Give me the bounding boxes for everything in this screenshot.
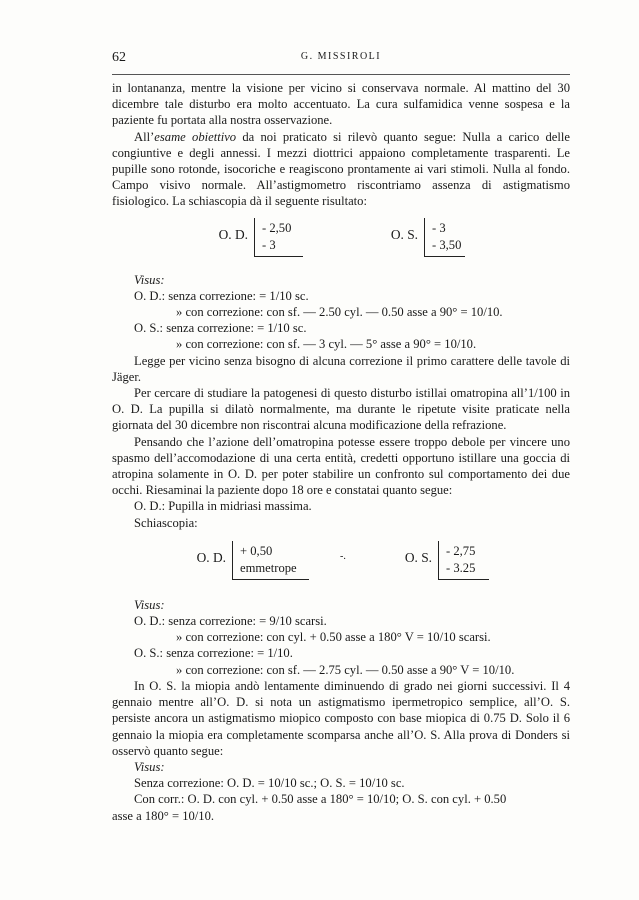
visus3-line-1: Senza correzione: O. D. = 10/10 sc.; O. S. = 10/10 sc. (134, 776, 405, 791)
formula1-od-bottom: - 3 (262, 237, 276, 252)
schiascopia-formula-1 (112, 220, 570, 262)
paragraph-1: in lontananza, mentre la visione per vicino si conservava normale. Al mattino del 30 dicembre tale disturbo era molto accentuato. La cura sulfamidica venne sospesa e la paziente fu portata alla nostra osservazione. (112, 81, 570, 128)
formula2-od-top: + 0,50 (240, 543, 273, 558)
paragraph-5: Pensando che l’azione dell’omatropina potesse essere troppo debole per vincere uno spasmo dell’accomodazione di una certa entità, credetti opportuno istillare una goccia di atropina solamente in O. D. per poter stabilire un confronto sul comportamento dei due occhi. Riesaminai la paziente dopo 18 ore e constatai quanto segue: (112, 434, 570, 498)
body-text (112, 80, 570, 824)
pupilla-line: O. D.: Pupilla in midriasi massima. (134, 499, 312, 514)
visus3-line-3: asse a 180° = 10/10. (112, 808, 215, 823)
visus2-line-1: O. D.: senza correzione: = 9/10 scarsi. (134, 614, 327, 629)
page-number: 62 (112, 50, 126, 65)
formula1-os-label: O. S. (390, 226, 418, 242)
page (112, 0, 570, 900)
schiascopia-line: Schiascopia: (134, 515, 198, 530)
header-rule (112, 74, 570, 75)
visus1-line-3: O. S.: senza correzione: = 1/10 sc. (134, 321, 307, 336)
formula2-os-label: O. S. (404, 549, 432, 565)
visus3-heading: Visus: (134, 759, 165, 774)
formula2-os-top: - 2,75 (446, 543, 476, 558)
para2-lead: All’ (134, 129, 155, 144)
visus1-line-1: O. D.: senza correzione: = 1/10 sc. (134, 288, 309, 303)
paragraph-6: In O. S. la miopia andò lentamente diminuendo di grado nei giorni successivi. Il 4 gennaio mentre all’O. D. si nota un astigmatismo ipermetropico semplice, all’O. S. persiste ancora un astigmatismo miopico composto con base miopica di 0.75 D. Solo il 6 gennaio la miopia era completamente scomparsa anche all’O. S. Alla prova di Donders si osservò quanto segue: (112, 678, 570, 758)
visus1-heading: Visus: (134, 272, 165, 287)
formula1-os-top: - 3 (432, 220, 446, 235)
formula1-os-bottom: - 3,50 (432, 237, 462, 252)
visus1-line-4: » con correzione: con sf. — 3 cyl. — 5° asse a 90° = 10/10. (176, 337, 477, 352)
visus2-line-3: O. S.: senza correzione: = 1/10. (134, 646, 293, 661)
paragraph-2 (112, 129, 570, 210)
visus2-line-4: » con correzione: con sf. — 2.75 cyl. — 0.50 asse a 90° V = 10/10. (176, 662, 515, 677)
formula1-od-top: - 2,50 (262, 220, 292, 235)
schiascopia-formula-2 (112, 543, 570, 585)
para2-italic: esame obiettivo (154, 129, 237, 144)
visus2-line-2: » con correzione: con cyl. + 0.50 asse a 180° V = 10/10 scarsi. (176, 630, 491, 645)
para2-rest: da noi praticato si rilevò quanto segue: Nulla a carico delle congiuntive e degli annessi. I mezzi diottrici appaiono completamente trasparenti. Le pupille sono rotonde, isocoriche e reagiscono prontamente ai vari stimoli. Nulla al fondo. Campo visivo normale. All’astigmometro riscontriamo assenza di astigmatismo fisiologico. La schiascopia dà il seguente risultato: (112, 129, 570, 209)
paragraph-4: Per cercare di studiare la patogenesi di questo disturbo istillai omatropina all’1/100 in O. D. La pupilla si dilatò normalmente, ma durante le ripetute visite praticate nella giornata del 30 dicembre non riscontrai alcuna modificazione della refrazione. (112, 386, 570, 433)
stray-mark: -. (340, 550, 346, 562)
page-header (112, 50, 570, 68)
formula2-os-bottom: - 3.25 (446, 560, 476, 575)
visus1-line-2: » con correzione: con sf. — 2.50 cyl. — 0.50 asse a 90° = 10/10. (176, 305, 503, 320)
visus2-heading: Visus: (134, 597, 165, 612)
running-head: G. MISSIROLI (300, 51, 382, 62)
formula1-od-label: O. D. (218, 226, 248, 242)
paragraph-3: Legge per vicino senza bisogno di alcuna correzione il primo carattere delle tavole di Jäger. (112, 353, 570, 384)
visus3-line-2: Con corr.: O. D. con cyl. + 0.50 asse a 180° = 10/10; O. S. con cyl. + 0.50 (134, 792, 507, 807)
formula2-od-bottom: emmetrope (240, 560, 297, 575)
formula2-od-label: O. D. (196, 549, 226, 565)
